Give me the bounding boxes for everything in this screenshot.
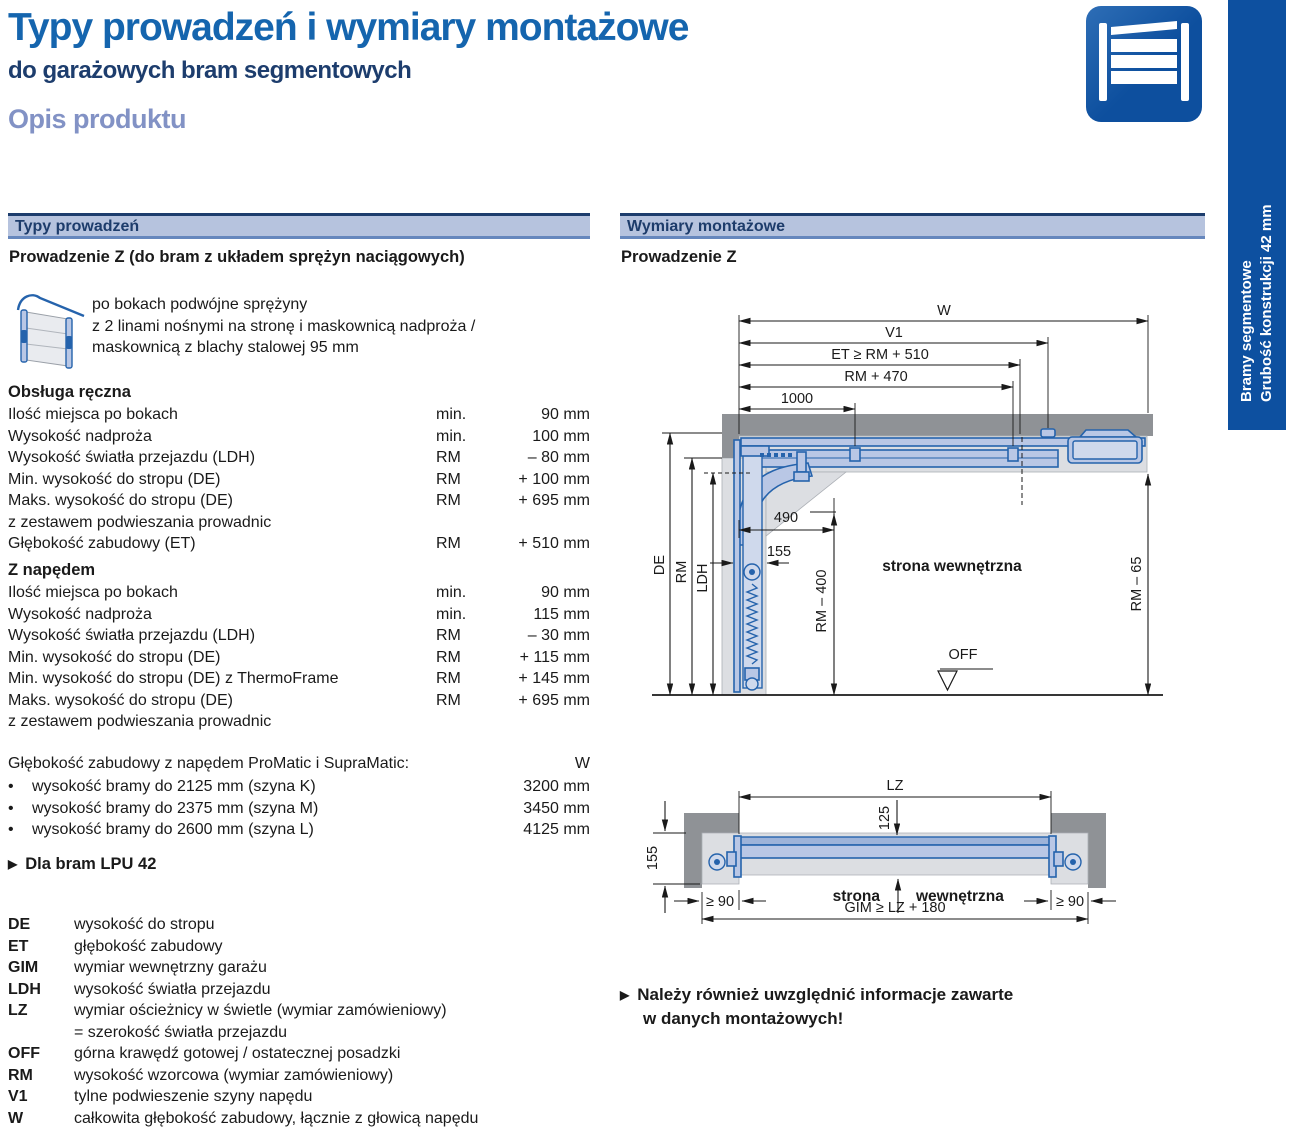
page-title: Typy prowadzeń i wymiary montażowe — [8, 6, 689, 49]
spec-row: Głębokość zabudowy (ET) RM + 510 mm — [8, 535, 590, 552]
dim-90-left: ≥ 90 — [705, 894, 735, 910]
track-type-heading: Prowadzenie Z (do bram z układem sprężyn naciągowych) — [9, 248, 465, 266]
section-title: Opis produktu — [8, 104, 186, 134]
legend-row: GIM wymiar wewnętrzny garażu — [8, 959, 267, 976]
track-hanger — [1008, 448, 1018, 461]
bullet: • — [8, 778, 14, 795]
spec-row: Maks. wysokość do stropu (DE) RM + 695 mm — [8, 691, 590, 709]
lpu-note: ▶ Dla bram LPU 42 — [8, 855, 157, 873]
dim-lz: LZ — [886, 778, 904, 794]
spec-row: Min. wysokość do stropu (DE) z ThermoFrame RM + 145 mm — [8, 670, 590, 687]
spec-row: Min. wysokość do stropu (DE) RM + 115 mm — [8, 648, 590, 666]
spec-row: Ilość miejsca po bokach min. 90 mm — [8, 584, 590, 601]
spec-row: Wysokość nadproża min. 100 mm — [8, 427, 590, 445]
with-drive-table — [8, 582, 590, 733]
edge-tab-line1: Bramy segmentowe — [1238, 260, 1255, 402]
inside-label-1: strona — [832, 888, 880, 905]
suspension-strap — [797, 452, 806, 472]
dim-w: W — [937, 303, 951, 319]
manual-operation-table — [8, 404, 590, 555]
vertical-track — [734, 440, 740, 692]
depth-list — [8, 776, 590, 841]
dim-et: ET ≥ RM + 510 — [831, 347, 929, 363]
legend-row: DE wysokość do stropu — [8, 916, 215, 933]
dim-rm470: RM + 470 — [844, 369, 908, 385]
mounting-heading: Prowadzenie Z — [621, 248, 737, 266]
legend-row: W całkowita głębokość zabudowy, łącznie z głowicą napędu — [8, 1109, 479, 1127]
sectional-door-icon — [1085, 5, 1203, 123]
edge-tab-text — [1237, 2, 1277, 402]
legend-row: LDH wysokość światła przejazdu — [8, 980, 271, 998]
spec-row: z zestawem podwieszania prowadnic — [8, 513, 272, 531]
spec-row: Wysokość nadproża min. 115 mm — [8, 605, 590, 623]
depth-item: • wysokość bramy do 2125 mm (szyna K) 3200 mm — [8, 776, 590, 798]
dim-gim: GIM ≥ LZ + 180 — [844, 900, 946, 916]
dim-rm: RM — [674, 560, 690, 584]
legend-row: OFF górna krawędź gotowej / ostatecznej posadzki — [8, 1045, 401, 1062]
depth-header-value: W — [574, 755, 590, 772]
rear-suspension-clamp — [1041, 429, 1055, 437]
dim-490: 490 — [773, 510, 799, 526]
door-panel — [739, 845, 1051, 858]
arrow-marker-icon: ▶ — [8, 857, 18, 871]
mounting-data-note: ▶ Należy również uwzględnić informacje zawarte w danych montażowych! — [620, 985, 1014, 1028]
spec-row: Wysokość światła przejazdu (LDH) RM – 80 mm — [8, 449, 590, 466]
edge-tab-line2: Grubość konstrukcji 42 mm — [1258, 204, 1275, 402]
legend-row: V1 tylne podwieszenie szyny napędu — [8, 1088, 313, 1105]
dim-rm65: RM – 65 — [1129, 556, 1145, 612]
spec-row: Min. wysokość do stropu (DE) RM + 100 mm — [8, 470, 590, 488]
spec-row: z zestawem podwieszania prowadnic — [8, 713, 272, 730]
track-type-description — [92, 294, 592, 359]
inside-label-2: wewnętrzna — [916, 888, 1004, 905]
side-view-diagram — [620, 295, 1210, 715]
description-line: po bokach podwójne sprężyny — [92, 296, 308, 313]
bullet: • — [8, 799, 14, 817]
legend-row: RM wysokość wzorcowa (wymiar zamówieniowy) — [8, 1066, 394, 1084]
legend-row: ET głębokość zabudowy — [8, 937, 223, 955]
dim-ldh: LDH — [695, 563, 711, 593]
description-line: z 2 linami nośnymi na stronę i maskownicą nadproża / — [92, 317, 476, 335]
spring-door-icon — [8, 288, 88, 374]
spec-row: Ilość miejsca po bokach min. 90 mm — [8, 406, 590, 423]
track-hanger — [850, 448, 860, 461]
door-panel-top — [739, 837, 1051, 845]
arrow-marker-icon: ▶ — [620, 988, 630, 1002]
dim-155-plan: 155 — [645, 845, 661, 871]
floor-level-symbol — [938, 671, 957, 690]
dim-1000: 1000 — [780, 391, 814, 407]
with-drive-title: Z napędem — [8, 561, 96, 579]
manual-operation-title: Obsługa ręczna — [8, 383, 131, 401]
depth-header-label: Głębokość zabudowy z napędem ProMatic i SupraMatic: — [8, 755, 410, 772]
depth-item: • wysokość bramy do 2375 mm (szyna M) 3450 mm — [8, 798, 590, 820]
abbreviation-legend — [8, 914, 590, 1129]
plan-view-diagram — [620, 740, 1210, 965]
bullet: • — [8, 821, 14, 838]
legend-row: LZ wymiar ościeżnicy w świetle (wymiar zamówieniowy) — [8, 1002, 447, 1019]
depth-item: • wysokość bramy do 2600 mm (szyna L) 4125 mm — [8, 819, 590, 841]
dim-rm400: RM – 400 — [814, 569, 830, 633]
spec-row: Wysokość światła przejazdu (LDH) RM – 30 mm — [8, 627, 590, 644]
dim-90-right: ≥ 90 — [1055, 894, 1085, 910]
depth-header — [8, 753, 590, 775]
section-bar-mounting-dimensions: Wymiary montażowe — [620, 213, 1205, 239]
dim-155: 155 — [766, 544, 792, 560]
dim-de: DE — [652, 554, 668, 576]
section-bar-track-types: Typy prowadzeń — [8, 213, 590, 239]
page-subtitle: do garażowych bram segmentowych — [8, 57, 412, 84]
spec-row: Maks. wysokość do stropu (DE) RM + 695 mm — [8, 492, 590, 509]
inside-label: strona wewnętrzna — [882, 558, 1022, 575]
legend-row: = szerokość światła przejazdu — [74, 1023, 287, 1041]
off-label: OFF — [948, 647, 978, 663]
dim-v1: V1 — [885, 325, 903, 341]
dim-125: 125 — [877, 805, 893, 831]
description-line: maskownicą z blachy stalowej 95 mm — [92, 339, 359, 356]
